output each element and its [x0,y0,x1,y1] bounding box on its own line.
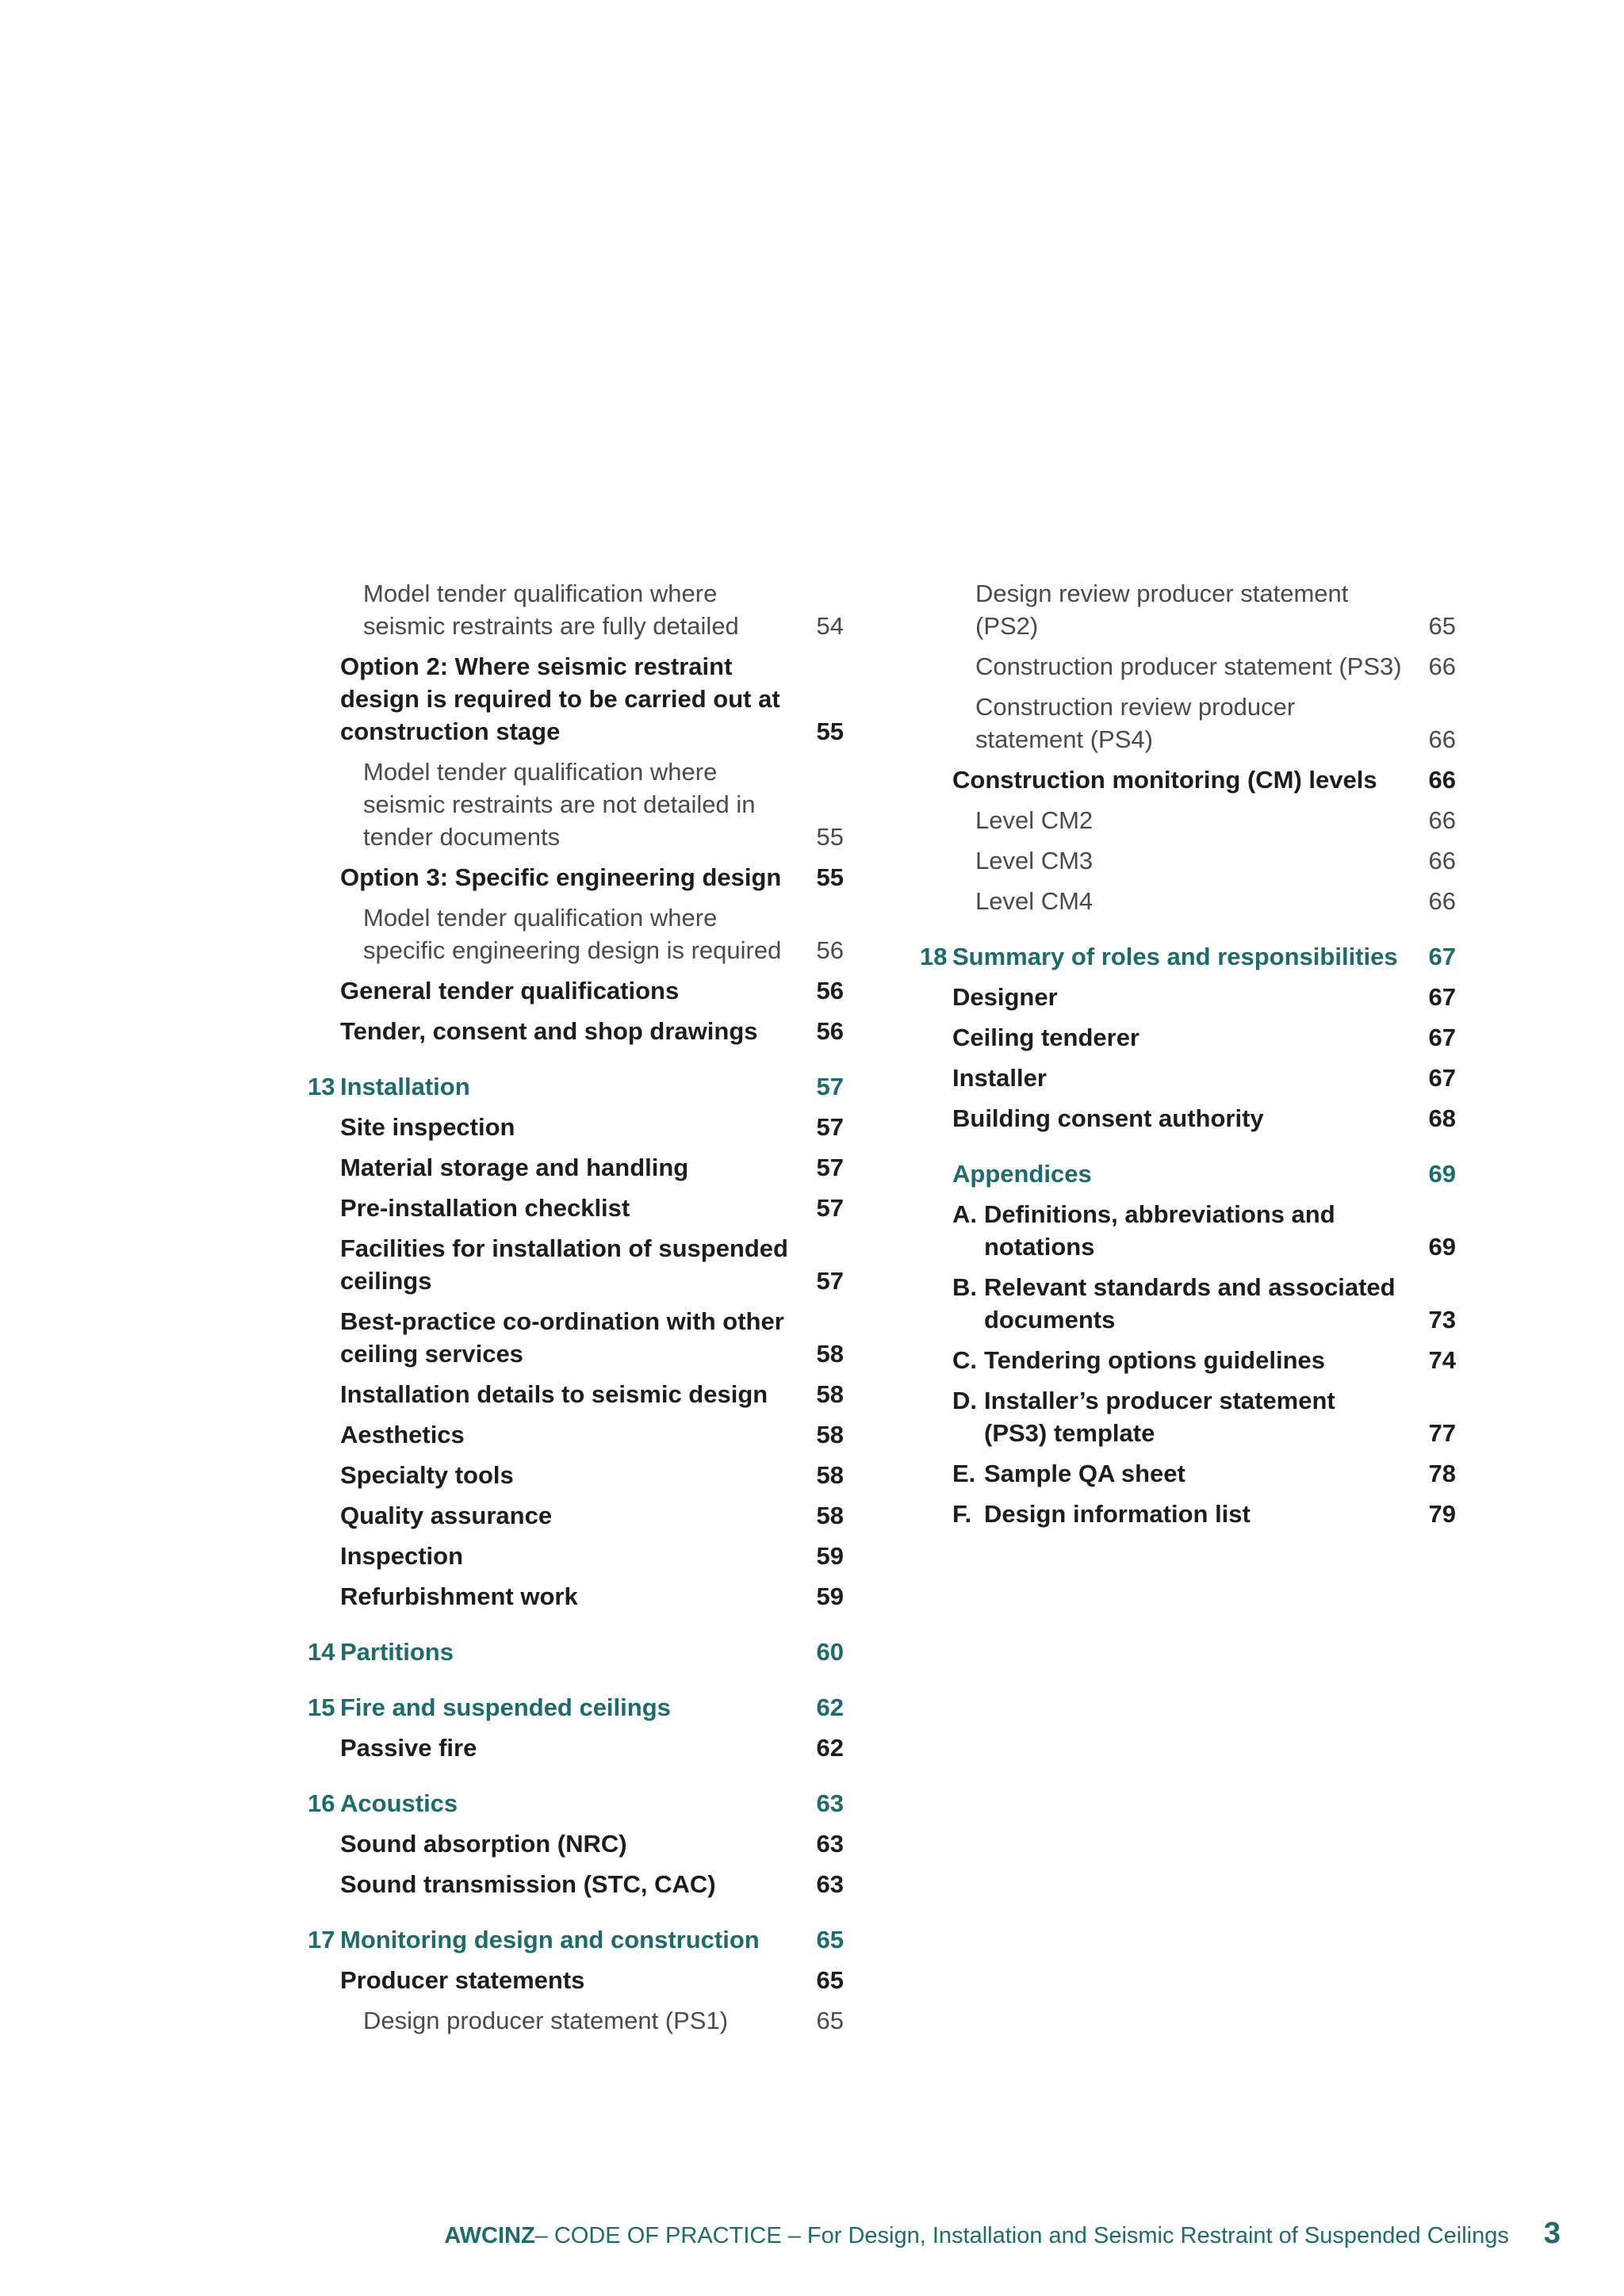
toc-heading[interactable] [308,1787,844,1820]
toc-subentry[interactable] [920,650,1456,683]
toc-heading[interactable] [308,1923,844,1956]
toc-column-right [920,577,1456,1530]
page-number: 57 [816,1194,844,1222]
page-number: 59 [816,1542,844,1570]
page-number: 58 [816,1380,844,1408]
toc-heading[interactable] [920,1158,1456,1190]
section-title: Summary of roles and responsibilities [952,943,1398,970]
toc-entry-title [920,940,1416,973]
toc-heading[interactable] [920,940,1456,973]
appendix-letter: F. [952,1500,972,1528]
toc-subentry[interactable] [920,804,1456,836]
page-number: 66 [1428,725,1456,753]
toc-entry[interactable] [308,974,844,1007]
toc-entry[interactable] [308,1732,844,1764]
toc-entry[interactable] [920,1102,1456,1135]
toc-entry[interactable] [308,650,844,748]
page-number: 66 [1428,847,1456,874]
toc-entry-title: Option 3: Specific engineering design [340,863,782,891]
page-number: 66 [1428,887,1456,915]
page-number: 79 [1428,1500,1456,1528]
footer-title: – CODE OF PRACTICE – For Design, Installation and Seismic Restraint of Suspended Ceilings [534,2223,1509,2248]
toc-entry[interactable] [308,1580,844,1613]
page-number: 55 [816,823,844,851]
toc-entry-title: Building consent authority [952,1104,1264,1132]
toc-entry-title: Sound absorption (NRC) [340,1830,627,1858]
toc-entry-title [308,1787,804,1820]
toc-entry-title: Installer [952,1064,1047,1092]
toc-entry[interactable] [920,1498,1456,1530]
page-number: 67 [1428,943,1456,970]
toc-entry[interactable] [308,1151,844,1184]
appendix-title: Definitions, abbreviations and notations [984,1200,1335,1261]
toc-entry[interactable] [920,1271,1456,1336]
toc-subentry[interactable] [920,844,1456,877]
toc-entry-title [952,1198,1416,1263]
toc-entry[interactable] [308,1111,844,1143]
page-number: 56 [816,977,844,1004]
section-number: 17 [308,1926,335,1954]
toc-subentry[interactable] [308,901,844,966]
toc-heading[interactable] [308,1636,844,1668]
toc-entry[interactable] [308,861,844,894]
page-number: 56 [816,1017,844,1045]
section-number: 13 [308,1073,335,1100]
toc-entry-title: Site inspection [340,1113,515,1141]
page-number: 65 [816,1966,844,1994]
toc-entry-title: Construction review producer statement (PS4) [975,693,1296,753]
section-number: 15 [308,1693,335,1721]
toc-entry-title [308,1070,804,1103]
page-number: 74 [1428,1346,1456,1374]
page-number: 78 [1428,1460,1456,1487]
toc-entry[interactable] [920,1062,1456,1094]
appendix-title: Relevant standards and associated documents [984,1273,1396,1334]
footer-brand: AWCINZ [444,2223,535,2248]
page-number: 58 [816,1461,844,1489]
page-number: 58 [816,1340,844,1368]
appendix-title: Installer’s producer statement (PS3) template [984,1387,1335,1447]
page-number: 58 [816,1421,844,1448]
toc-entry[interactable] [308,1540,844,1572]
toc-subentry[interactable] [920,885,1456,917]
appendix-title: Sample QA sheet [984,1460,1185,1487]
toc-entry-title: Construction monitoring (CM) levels [952,766,1377,794]
page-footer [366,2217,1561,2251]
page-number: 66 [1428,652,1456,680]
toc-entry-title: Refurbishment work [340,1582,578,1610]
toc-subentry[interactable] [920,577,1456,642]
page-number: 63 [816,1870,844,1898]
toc-entry-title: Material storage and handling [340,1154,689,1181]
toc-heading[interactable] [308,1691,844,1724]
toc-entry[interactable] [920,1021,1456,1054]
toc-column-left [308,577,844,2037]
page-number: 65 [816,2007,844,2034]
page-number: 66 [1428,806,1456,834]
page-number: 63 [816,1830,844,1858]
toc-entry-title: General tender qualifications [340,977,680,1004]
page-number: 57 [816,1267,844,1295]
toc-entry-title: Level CM3 [975,847,1094,874]
appendix-letter: C. [952,1346,977,1374]
toc-entry[interactable] [308,1305,844,1370]
toc-subentry[interactable] [308,2004,844,2037]
section-number: 18 [920,943,948,970]
toc-entry-title: Sound transmission (STC, CAC) [340,1870,716,1898]
page-number: 69 [1428,1160,1456,1188]
section-title: Partitions [340,1638,454,1666]
toc-entry-title: Best-practice co-ordination with other ceiling services [340,1307,784,1368]
toc-entry-title [952,1271,1416,1336]
page-number: 60 [816,1638,844,1666]
page-number: 55 [816,863,844,891]
toc-entry-title: Tender, consent and shop drawings [340,1017,758,1045]
section-title: Monitoring design and construction [340,1926,760,1954]
page-number: 62 [816,1734,844,1762]
toc-entry-title: Construction producer statement (PS3) [975,652,1402,680]
page-number: 3 [1543,2217,1561,2250]
page-number: 62 [816,1693,844,1721]
toc-entry-title: Designer [952,983,1058,1011]
toc-entry-title: Model tender qualification where specific engineering design is required [363,904,782,964]
appendix-letter: D. [952,1387,977,1414]
toc-entry-title: Design review producer statement (PS2) [975,580,1349,640]
toc-entry-title [952,1457,1416,1490]
appendix-letter: E. [952,1460,976,1487]
toc-subentry[interactable] [920,691,1456,756]
toc-subentry[interactable] [308,577,844,642]
toc-entry-title: Model tender qualification where seismic restraints are not detailed in tender documents [363,758,756,851]
toc-entry-title: Ceiling tenderer [952,1024,1139,1051]
toc-entry-title: Installation details to seismic design [340,1380,768,1408]
appendix-letter: B. [952,1273,977,1301]
page-number: 66 [1428,766,1456,794]
section-number: 16 [308,1789,335,1817]
page-number: 57 [816,1113,844,1141]
toc-entry[interactable] [308,1378,844,1410]
toc-entry[interactable] [920,1344,1456,1376]
toc-entry-title: Level CM4 [975,887,1094,915]
section-number: 14 [308,1638,335,1666]
section-title: Fire and suspended ceilings [340,1693,671,1721]
section-title: Acoustics [340,1789,458,1817]
toc-entry-title [952,1498,1416,1530]
page-number: 57 [816,1154,844,1181]
toc-entry-title: Pre-installation checklist [340,1194,630,1222]
toc-entry-title [952,1344,1416,1376]
toc-entry-title: Producer statements [340,1966,585,1994]
page-number: 77 [1428,1419,1456,1447]
toc-entry[interactable] [308,1418,844,1451]
page-number: 69 [1428,1233,1456,1261]
toc-entry[interactable] [308,1192,844,1224]
page-number: 67 [1428,983,1456,1011]
toc-entry[interactable] [308,1499,844,1532]
page-number: 67 [1428,1064,1456,1092]
toc-entry[interactable] [308,1015,844,1047]
toc-entry-title: Inspection [340,1542,464,1570]
toc-entry-title [308,1636,804,1668]
section-title: Installation [340,1073,470,1100]
toc-entry-title: Passive fire [340,1734,477,1762]
toc-entry-title: Design producer statement (PS1) [363,2007,729,2034]
toc-entry-title [308,1691,804,1724]
toc-entry-title [920,1158,1416,1190]
page-number: 65 [1428,612,1456,640]
toc-entry[interactable] [920,1384,1456,1449]
toc-entry-title: Quality assurance [340,1502,553,1529]
toc-entry[interactable] [308,1827,844,1860]
page-number: 54 [816,612,844,640]
toc-entry[interactable] [308,1868,844,1900]
appendix-title: Design information list [984,1500,1251,1528]
page-number: 59 [816,1582,844,1610]
appendix-letter: A. [952,1200,977,1228]
toc-entry-title [308,1923,804,1956]
page-number: 67 [1428,1024,1456,1051]
toc-entry[interactable] [920,763,1456,796]
page-number: 58 [816,1502,844,1529]
toc-entry-title: Specialty tools [340,1461,514,1489]
page-number: 57 [816,1073,844,1100]
page-number: 68 [1428,1104,1456,1132]
toc-entry[interactable] [308,1459,844,1491]
toc-entry[interactable] [308,1232,844,1297]
toc-entry[interactable] [920,1457,1456,1490]
toc-entry-title [952,1384,1416,1449]
toc-entry-title: Model tender qualification where seismic restraints are fully detailed [363,580,739,640]
page-number: 65 [816,1926,844,1954]
toc-entry-title: Level CM2 [975,806,1094,834]
toc-entry[interactable] [308,1964,844,1996]
toc-entry-title: Option 2: Where seismic restraint design is required to be carried out at construction stage [340,652,780,745]
toc-heading[interactable] [308,1070,844,1103]
section-title: Appendices [952,1160,1092,1188]
toc-entry-title: Aesthetics [340,1421,465,1448]
page-number: 73 [1428,1306,1456,1334]
toc-entry[interactable] [920,1198,1456,1263]
appendix-title: Tendering options guidelines [984,1346,1325,1374]
toc-entry-title: Facilities for installation of suspended ceilings [340,1234,788,1295]
page-number: 63 [816,1789,844,1817]
page-number: 55 [816,718,844,745]
toc-subentry[interactable] [308,756,844,853]
page-number: 56 [816,936,844,964]
toc-entry[interactable] [920,981,1456,1013]
